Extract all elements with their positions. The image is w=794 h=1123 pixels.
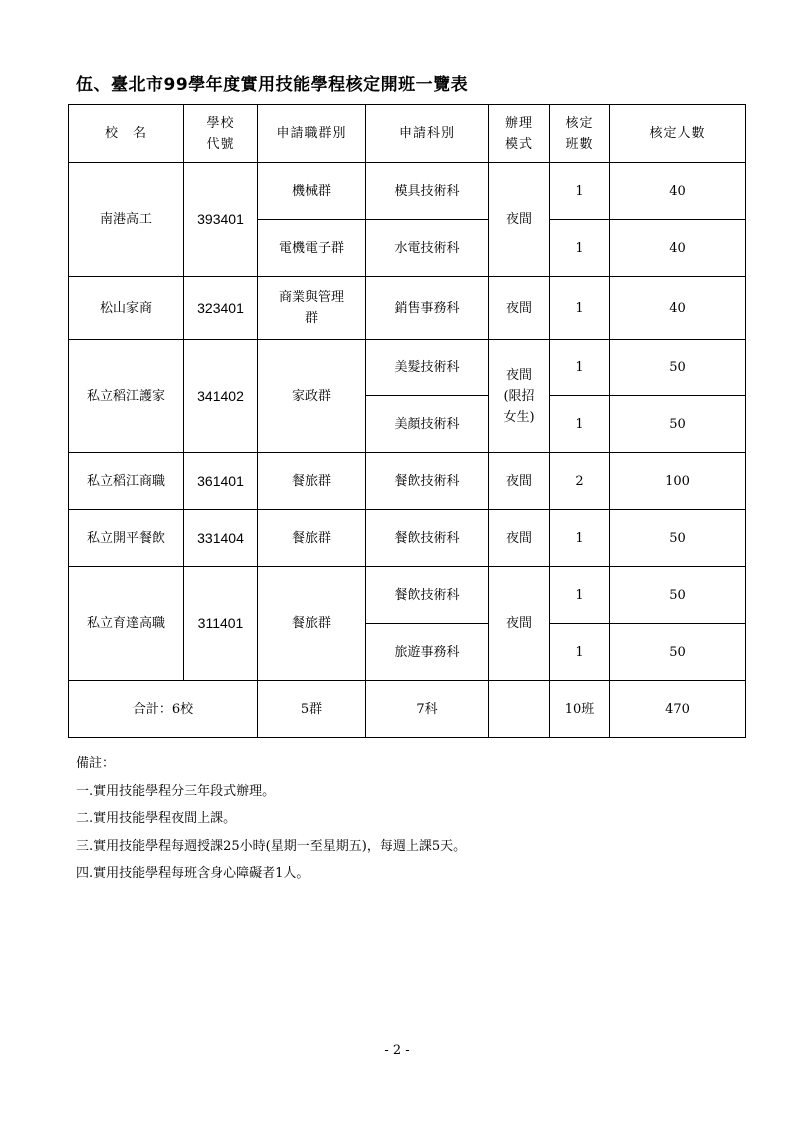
group-cell: 機械群 bbox=[258, 163, 366, 220]
school-code: 393401 bbox=[184, 163, 258, 277]
group-line1: 商業與管理 bbox=[278, 290, 344, 305]
group-cell: 餐旅群 bbox=[258, 567, 366, 681]
students-cell: 40 bbox=[610, 163, 746, 220]
header-group: 申請職群別 bbox=[258, 105, 366, 163]
table-row bbox=[69, 163, 746, 220]
subject-cell: 餐飲技術科 bbox=[366, 453, 489, 510]
header-classes-line1: 核定 bbox=[565, 115, 594, 131]
table-row bbox=[69, 510, 746, 567]
table-row bbox=[69, 277, 746, 340]
classes-cell: 1 bbox=[550, 510, 610, 567]
total-students: 470 bbox=[610, 681, 746, 738]
students-cell: 50 bbox=[610, 340, 746, 396]
school-code: 331404 bbox=[184, 510, 258, 567]
header-students: 核定人數 bbox=[610, 105, 746, 163]
mode-cell: 夜間 bbox=[489, 277, 550, 340]
students-cell: 40 bbox=[610, 277, 746, 340]
school-name: 南港高工 bbox=[69, 163, 184, 277]
total-groups: 5群 bbox=[258, 681, 366, 738]
page-title: 伍、臺北市99學年度實用技能學程核定開班一覽表 bbox=[76, 75, 469, 95]
mode-line2: (限招 bbox=[503, 388, 535, 404]
header-classes bbox=[550, 105, 610, 163]
notes-section bbox=[76, 750, 466, 888]
school-name: 私立開平餐飲 bbox=[69, 510, 184, 567]
group-cell: 家政群 bbox=[258, 340, 366, 453]
header-code bbox=[184, 105, 258, 163]
subject-cell: 餐飲技術科 bbox=[366, 567, 489, 624]
group-cell bbox=[258, 277, 366, 340]
table-row bbox=[69, 340, 746, 396]
school-code: 311401 bbox=[184, 567, 258, 681]
students-cell: 100 bbox=[610, 453, 746, 510]
subject-cell: 餐飲技術科 bbox=[366, 510, 489, 567]
subject-cell: 水電技術科 bbox=[366, 220, 489, 277]
total-label: 合計：6校 bbox=[69, 681, 258, 738]
mode-cell: 夜間 bbox=[489, 163, 550, 277]
classes-cell: 1 bbox=[550, 567, 610, 624]
total-subjects: 7科 bbox=[366, 681, 489, 738]
classes-cell: 1 bbox=[550, 396, 610, 453]
students-cell: 50 bbox=[610, 396, 746, 453]
header-school: 校 名 bbox=[69, 105, 184, 163]
group-cell: 餐旅群 bbox=[258, 510, 366, 567]
header-mode-line1: 辦理 bbox=[504, 115, 533, 131]
mode-cell: 夜間 bbox=[489, 510, 550, 567]
total-mode bbox=[489, 681, 550, 738]
subject-cell: 模具技術科 bbox=[366, 163, 489, 220]
note-item: 四.實用技能學程每班含身心障礙者1人。 bbox=[76, 866, 310, 881]
group-cell: 餐旅群 bbox=[258, 453, 366, 510]
classes-cell: 1 bbox=[550, 163, 610, 220]
students-cell: 50 bbox=[610, 567, 746, 624]
school-name: 松山家商 bbox=[69, 277, 184, 340]
school-code: 361401 bbox=[184, 453, 258, 510]
mode-cell: 夜間 bbox=[489, 453, 550, 510]
classes-cell: 1 bbox=[550, 220, 610, 277]
school-code: 341402 bbox=[184, 340, 258, 453]
table-row bbox=[69, 453, 746, 510]
subject-cell: 銷售事務科 bbox=[366, 277, 489, 340]
group-cell: 電機電子群 bbox=[258, 220, 366, 277]
mode-cell bbox=[489, 340, 550, 453]
table-header-row bbox=[69, 105, 746, 163]
header-subject: 申請科別 bbox=[366, 105, 489, 163]
notes-heading: 備註： bbox=[76, 756, 116, 771]
students-cell: 50 bbox=[610, 510, 746, 567]
school-name: 私立稻江護家 bbox=[69, 340, 184, 453]
header-classes-line2: 班數 bbox=[565, 136, 594, 152]
classes-cell: 1 bbox=[550, 340, 610, 396]
mode-cell: 夜間 bbox=[489, 567, 550, 681]
subject-cell: 美顏技術科 bbox=[366, 396, 489, 453]
header-mode bbox=[489, 105, 550, 163]
table-row bbox=[69, 567, 746, 624]
group-line2: 群 bbox=[304, 311, 318, 326]
students-cell: 50 bbox=[610, 624, 746, 681]
school-name: 私立育達高職 bbox=[69, 567, 184, 681]
school-name: 私立稻江商職 bbox=[69, 453, 184, 510]
header-code-line2: 代號 bbox=[206, 136, 235, 152]
total-classes: 10班 bbox=[550, 681, 610, 738]
classes-cell: 1 bbox=[550, 624, 610, 681]
mode-line1: 夜間 bbox=[505, 367, 532, 383]
students-cell: 40 bbox=[610, 220, 746, 277]
classes-cell: 2 bbox=[550, 453, 610, 510]
note-item: 一.實用技能學程分三年段式辦理。 bbox=[76, 783, 276, 799]
header-code-line1: 學校 bbox=[206, 115, 235, 131]
school-code: 323401 bbox=[184, 277, 258, 340]
note-item: 二.實用技能學程夜間上課。 bbox=[76, 811, 237, 826]
table-total-row bbox=[69, 681, 746, 738]
note-item: 三.實用技能學程每週授課25小時(星期一至星期五)，每週上課5天。 bbox=[76, 838, 467, 854]
subject-cell: 旅遊事務科 bbox=[366, 624, 489, 681]
class-approval-table bbox=[68, 104, 746, 738]
header-mode-line2: 模式 bbox=[504, 136, 533, 152]
classes-cell: 1 bbox=[550, 277, 610, 340]
mode-line3: 女生) bbox=[503, 409, 535, 425]
page-number: - 2 - bbox=[384, 1043, 410, 1058]
subject-cell: 美髮技術科 bbox=[366, 340, 489, 396]
